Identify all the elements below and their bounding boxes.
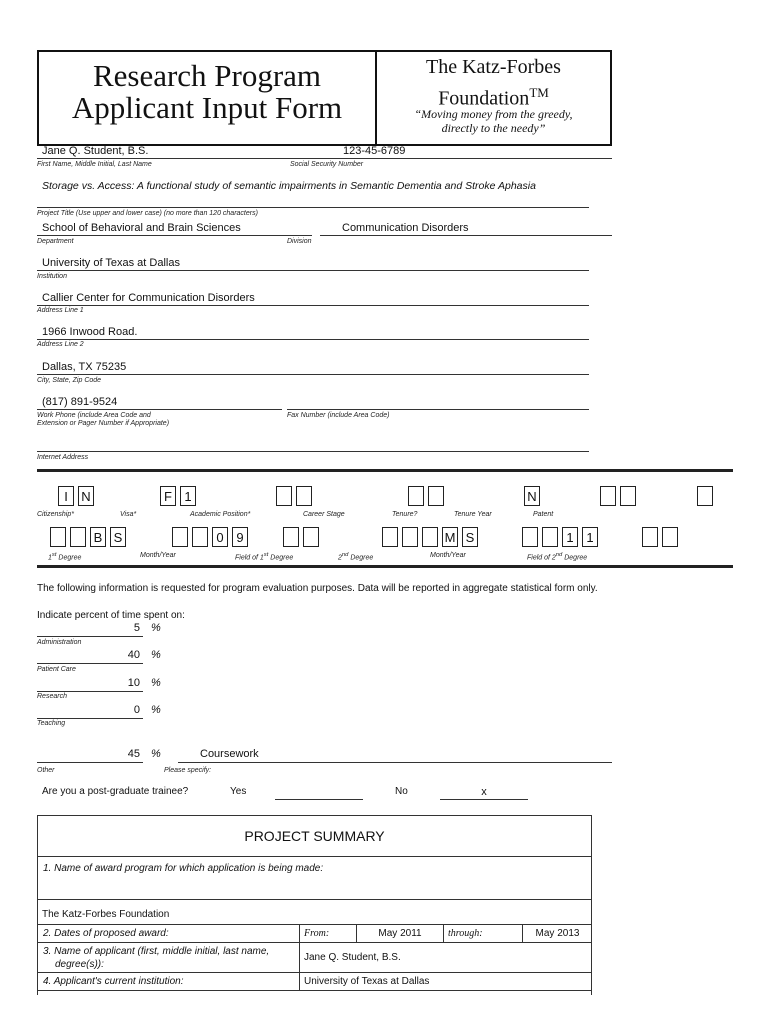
degree1-date-box-2[interactable] <box>192 527 208 547</box>
citizenship-label: Citizenship* <box>37 511 74 518</box>
tenure-year-label: Tenure Year <box>454 511 492 518</box>
evaluation-notice: The following information is requested for program evaluation purposes. Data will be reported in aggregate statistical form only. <box>37 583 598 594</box>
pct-admin-sign: % <box>151 622 161 634</box>
address1-value[interactable]: Callier Center for Communication Disorders <box>42 292 255 304</box>
visa-label: Visa* <box>120 511 137 518</box>
degree2-box-3[interactable] <box>422 527 438 547</box>
degree2-label <box>338 552 373 561</box>
extra-box-3[interactable] <box>697 486 713 506</box>
applicant-name[interactable]: Jane Q. Student, B.S. <box>42 145 149 157</box>
institution-label: Institution <box>37 273 67 280</box>
phone-label-1: Work Phone (include Area Code and <box>37 412 151 419</box>
project-title[interactable]: Storage vs. Access: A functional study of semantic impairments in Semantic Dementia and Stroke Aphasia <box>42 180 536 192</box>
pct-other-line <box>37 762 143 763</box>
pct-teaching-line <box>37 718 143 719</box>
summary-q3-answer[interactable]: Jane Q. Student, B.S. <box>300 943 593 973</box>
motto <box>377 107 610 135</box>
through-label: through: <box>444 925 523 943</box>
trainee-yes-line <box>275 799 363 800</box>
form-title <box>39 60 375 124</box>
field2-sup: nd <box>555 552 563 558</box>
ssn-value[interactable]: 123-45-6789 <box>343 145 406 157</box>
trainee-no-line <box>440 799 528 800</box>
trainee-no-value[interactable]: x <box>481 786 487 798</box>
month-year2-label: Month/Year <box>430 552 466 559</box>
degree2-date-box-1[interactable] <box>522 527 538 547</box>
degree1-date-box-4[interactable]: 9 <box>232 527 248 547</box>
city-line <box>37 374 589 375</box>
ssn-label: Social Security Number <box>290 161 364 168</box>
degree2-date-box-2[interactable] <box>542 527 558 547</box>
pct-patient-value[interactable]: 40 <box>127 649 140 661</box>
tenure-box-2[interactable] <box>428 486 444 506</box>
project-title-label: Project Title (Use upper and lower case) (no more than 120 characters) <box>37 210 258 217</box>
department-label: Department <box>37 238 74 245</box>
career-stage-box-1[interactable] <box>276 486 292 506</box>
pct-admin-line <box>37 636 143 637</box>
summary-q4: 4. Applicant's current institution: <box>37 973 300 991</box>
pct-other-value[interactable]: 45 <box>127 748 140 760</box>
summary-q3-line1: 3. Name of applicant (first, middle initial, last name, <box>43 945 270 957</box>
pct-research-sign: % <box>151 677 161 689</box>
academic-position-box-1[interactable]: F <box>160 486 176 506</box>
field1-box-2[interactable] <box>303 527 319 547</box>
extra-box-5[interactable] <box>662 527 678 547</box>
degree1-date-box-1[interactable] <box>172 527 188 547</box>
summary-q4-answer[interactable]: University of Texas at Dallas <box>300 973 593 991</box>
division-value[interactable]: Communication Disorders <box>342 222 469 234</box>
extra-box-2[interactable] <box>620 486 636 506</box>
form-title-line2: Applicant Input Form <box>71 90 343 125</box>
address2-line <box>37 339 589 340</box>
academic-position-box-2[interactable]: 1 <box>180 486 196 506</box>
tenure-box-1[interactable] <box>408 486 424 506</box>
field1-word: Field of 1 <box>235 554 264 562</box>
pct-research-label: Research <box>37 693 67 700</box>
academic-position-label: Academic Position* <box>190 511 251 518</box>
from-label: From: <box>300 925 357 943</box>
percent-prompt: Indicate percent of time spent on: <box>37 610 185 621</box>
org-name-line1: The Katz-Forbes <box>426 56 561 78</box>
summary-table <box>37 924 592 991</box>
degree2-box-2[interactable] <box>402 527 418 547</box>
field2-suffix: Degree <box>562 554 588 562</box>
summary-q1: 1. Name of award program for which application is being made: <box>43 863 324 874</box>
org-name <box>377 54 610 112</box>
pct-patient-sign: % <box>151 649 161 661</box>
address2-value[interactable]: 1966 Inwood Road. <box>42 326 138 338</box>
summary-q2: 2. Dates of proposed award: <box>37 925 300 943</box>
degree1-word: Degree <box>58 554 82 562</box>
department-line <box>37 235 312 236</box>
degree2-word: Degree <box>348 554 374 562</box>
pct-teaching-label: Teaching <box>37 720 66 727</box>
name-label: First Name, Middle Initial, Last Name <box>37 161 152 168</box>
field2-word: Field of 2 <box>527 554 556 562</box>
degree1-box-2[interactable] <box>70 527 86 547</box>
degree2-box-1[interactable] <box>382 527 398 547</box>
project-title-line <box>37 207 589 208</box>
degree1-date-box-3[interactable]: 0 <box>212 527 228 547</box>
extra-box-4[interactable] <box>642 527 658 547</box>
summary-row-applicant <box>37 943 592 973</box>
degree1-box-1[interactable] <box>50 527 66 547</box>
summary-row-dates <box>37 925 592 943</box>
patent-label: Patent <box>533 511 554 518</box>
institution-value[interactable]: University of Texas at Dallas <box>42 257 180 269</box>
motto-line1: “Moving money from the greedy, <box>414 107 573 121</box>
institution-line <box>37 270 589 271</box>
pct-admin-value[interactable]: 5 <box>133 622 140 634</box>
phone-value[interactable]: (817) 891-9524 <box>42 396 118 408</box>
degree2-sup: nd <box>341 552 349 558</box>
summary-q3-line2: degree(s)): <box>55 958 104 970</box>
pct-research-value[interactable]: 10 <box>127 677 140 689</box>
summary-q1-rule <box>37 899 592 900</box>
degree2-box-5[interactable]: S <box>462 527 478 547</box>
pct-other-sign: % <box>151 748 161 760</box>
fax-line <box>287 409 589 410</box>
pct-patient-line <box>37 663 143 664</box>
degree2-box-4[interactable]: M <box>442 527 458 547</box>
citizenship-box-2[interactable]: N <box>78 486 94 506</box>
codes-top-rule <box>37 469 733 472</box>
fax-label: Fax Number (include Area Code) <box>287 412 390 419</box>
degree1-label <box>48 552 81 561</box>
other-specify-value[interactable]: Coursework <box>200 748 259 760</box>
month-year-label: Month/Year <box>140 552 176 559</box>
degree2-num: 2 <box>338 554 342 562</box>
field1-suffix: Degree <box>268 554 294 562</box>
summary-title: PROJECT SUMMARY <box>244 828 385 844</box>
pct-other-label: Other <box>37 767 55 774</box>
field1-sup: st <box>263 552 269 558</box>
field2-label <box>527 552 587 561</box>
citizenship-box-1[interactable]: I <box>58 486 74 506</box>
pct-patient-label: Patient Care <box>37 666 76 673</box>
trainee-question: Are you a post-graduate trainee? <box>42 786 189 797</box>
extra-box-1[interactable] <box>600 486 616 506</box>
division-line <box>320 235 612 236</box>
internet-label: Internet Address <box>37 454 89 461</box>
summary-q3 <box>37 943 300 973</box>
motto-line2: directly to the needy” <box>441 121 546 135</box>
org-name-line2: Foundation <box>438 87 530 110</box>
through-value[interactable]: May 2013 <box>523 925 593 943</box>
career-stage-label: Career Stage <box>303 511 345 518</box>
internet-line <box>37 451 589 452</box>
pct-teaching-value[interactable]: 0 <box>133 704 140 716</box>
degree1-num: 1 <box>48 554 52 562</box>
phone-line <box>37 409 282 410</box>
summary-title-rule <box>37 856 592 857</box>
city-value[interactable]: Dallas, TX 75235 <box>42 361 127 373</box>
degree1-box-3[interactable]: B <box>90 527 106 547</box>
codes-bottom-rule <box>37 565 733 568</box>
from-value[interactable]: May 2011 <box>357 925 444 943</box>
address1-line <box>37 305 589 306</box>
city-label: City, State, Zip Code <box>37 377 102 384</box>
pct-admin-label: Administration <box>37 639 82 646</box>
name-line <box>37 158 612 159</box>
pct-research-line <box>37 691 143 692</box>
field2-box-2[interactable]: 1 <box>582 527 598 547</box>
field2-box-1[interactable]: 1 <box>562 527 578 547</box>
trainee-yes-label: Yes <box>230 786 247 797</box>
summary-q1-answer[interactable]: The Katz-Forbes Foundation <box>42 909 170 920</box>
patent-box[interactable]: N <box>524 486 540 506</box>
career-stage-box-2[interactable] <box>296 486 312 506</box>
summary-row-institution <box>37 973 592 991</box>
field1-box-1[interactable] <box>283 527 299 547</box>
form-title-line1: Research Program <box>92 58 322 93</box>
address2-label: Address Line 2 <box>37 341 84 348</box>
pct-teaching-sign: % <box>151 704 161 716</box>
other-specify-line <box>178 762 612 763</box>
field1-label <box>235 552 293 561</box>
trainee-no-label: No <box>395 786 408 797</box>
trademark: TM <box>529 85 549 100</box>
division-label: Division <box>287 238 312 245</box>
address1-label: Address Line 1 <box>37 307 84 314</box>
phone-label-2: Extension or Pager Number if Appropriate) <box>37 420 170 427</box>
degree1-box-4[interactable]: S <box>110 527 126 547</box>
please-specify-label: Please specify: <box>164 767 212 774</box>
tenure-label: Tenure? <box>392 511 418 518</box>
department-value[interactable]: School of Behavioral and Brain Sciences <box>42 222 241 234</box>
degree1-sup: st <box>51 552 57 558</box>
